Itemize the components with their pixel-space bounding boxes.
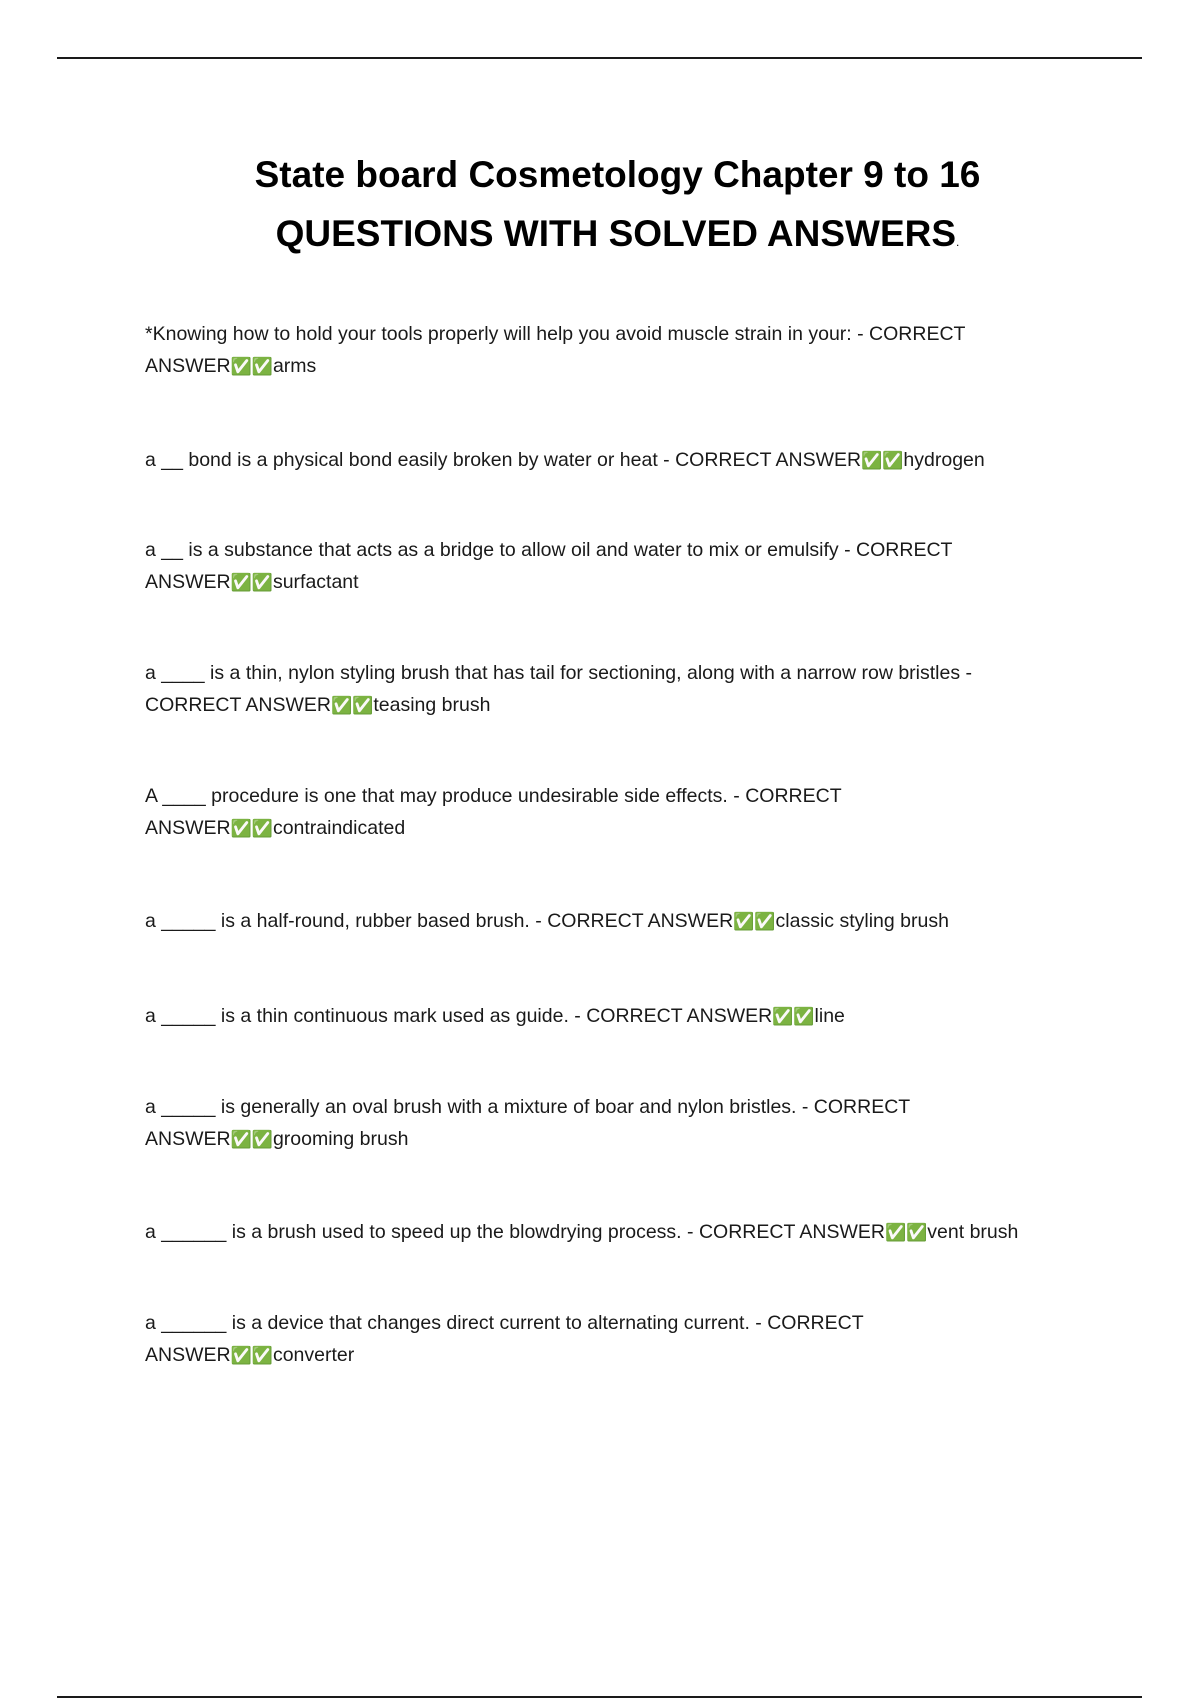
answer-text: surfactant: [272, 571, 359, 593]
check-icon: ✅✅: [884, 1223, 928, 1243]
question-text: a __ is a substance that acts as a bridge to allow oil and water to mix or emulsify: [145, 539, 839, 561]
separator: -: [529, 910, 548, 932]
qa-item: [145, 444, 1045, 477]
title-line-2: [0, 204, 1200, 272]
answer-label: CORRECT ANSWER: [145, 1312, 864, 1366]
answer-label: CORRECT ANSWER: [145, 785, 842, 839]
separator: -: [796, 1096, 814, 1118]
answer-text: hydrogen: [903, 449, 985, 471]
top-rule: [57, 57, 1142, 59]
qa-item: [145, 318, 1045, 383]
check-icon: ✅✅: [772, 1007, 815, 1027]
qa-item: [145, 780, 1045, 845]
title-line-1: State board Cosmetology Chapter 9 to 16: [254, 154, 981, 195]
question-text: a _____ is generally an oval brush with a mixture of boar and nylon bristles.: [145, 1096, 797, 1118]
answer-label: CORRECT ANSWER: [145, 694, 331, 716]
check-icon: ✅✅: [861, 451, 904, 471]
answer-text: teasing brush: [373, 694, 491, 716]
separator: -: [727, 785, 746, 807]
qa-item: [145, 905, 1045, 938]
answer-label: CORRECT ANSWER: [145, 539, 953, 593]
check-icon: ✅✅: [230, 1346, 273, 1366]
answer-label: CORRECT ANSWER: [145, 323, 966, 377]
qa-item: [145, 1307, 1045, 1372]
separator: -: [838, 539, 857, 561]
answer-text: grooming brush: [272, 1128, 409, 1150]
qa-item: [145, 1216, 1045, 1249]
question-text: a __ bond is a physical bond easily broken by water or heat: [145, 449, 658, 471]
question-text: a _____ is a thin continuous mark used as guide.: [145, 1005, 569, 1027]
qa-item: [145, 534, 1045, 599]
separator: -: [681, 1221, 699, 1243]
question-text: A ____ procedure is one that may produce undesirable side effects.: [145, 785, 728, 807]
answer-label: CORRECT ANSWER: [547, 910, 734, 932]
check-icon: ✅✅: [230, 1130, 273, 1150]
separator: -: [657, 449, 676, 471]
answer-label: CORRECT ANSWER: [675, 449, 862, 471]
qa-item: [145, 1091, 1045, 1156]
question-text: a ____ is a thin, nylon styling brush that has tail for sectioning, along with a narrow row bristles: [145, 662, 961, 684]
answer-label: CORRECT ANSWER: [586, 1005, 773, 1027]
question-text: *Knowing how to hold your tools properly will help you avoid muscle strain in your:: [145, 323, 852, 345]
qa-item: [145, 1000, 1045, 1033]
title-line-2-text: QUESTIONS WITH SOLVED ANSWERS: [275, 213, 957, 254]
answer-text: vent brush: [927, 1221, 1019, 1243]
qa-item: [145, 657, 1045, 722]
question-text: a ______ is a brush used to speed up the blowdrying process.: [145, 1221, 682, 1243]
check-icon: ✅✅: [733, 912, 776, 932]
separator: -: [749, 1312, 768, 1334]
bottom-rule: [57, 1696, 1142, 1698]
document-title: [0, 145, 1200, 272]
check-icon: ✅✅: [230, 573, 273, 593]
separator: -: [851, 323, 870, 345]
answer-label: CORRECT ANSWER: [145, 1096, 910, 1150]
title-trailing-mark: .: [956, 235, 960, 249]
question-text: a ______ is a device that changes direct current to alternating current.: [145, 1312, 750, 1334]
check-icon: ✅✅: [331, 696, 374, 716]
answer-label: CORRECT ANSWER: [698, 1221, 885, 1243]
separator: -: [960, 662, 973, 684]
answer-text: line: [814, 1005, 845, 1027]
answer-text: arms: [272, 355, 317, 377]
check-icon: ✅✅: [230, 357, 273, 377]
question-text: a _____ is a half-round, rubber based brush.: [145, 910, 530, 932]
answer-text: contraindicated: [272, 817, 406, 839]
separator: -: [568, 1005, 587, 1027]
answer-text: classic styling brush: [775, 910, 949, 932]
answer-text: converter: [272, 1344, 355, 1366]
check-icon: ✅✅: [230, 819, 273, 839]
